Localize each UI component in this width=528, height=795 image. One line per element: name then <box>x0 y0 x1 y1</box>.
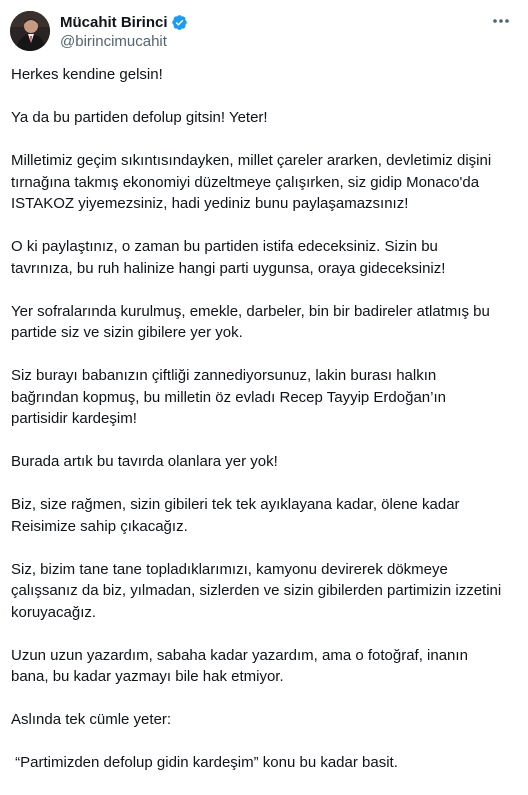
username[interactable]: @birincimucahit <box>60 33 167 50</box>
tweet-text <box>11 64 521 795</box>
tweet-paragraph: Biz, size rağmen, sizin gibileri tek tek ayıklayana kadar, ölene kadar Reisimize sahip çıkacağız. <box>11 496 460 535</box>
tweet-paragraph: Uzun uzun yazardım, sabaha kadar yazardım, ama o fotoğraf, inanın bana, bu kadar yazmayı bile hak etmiyor. <box>11 646 468 685</box>
more-horizontal-icon[interactable] <box>490 13 512 29</box>
tweet-paragraph: Herkes kendine gelsin! <box>11 66 163 83</box>
verified-badge-icon <box>171 14 188 31</box>
display-name: Mücahit Birinci <box>60 13 168 31</box>
tweet-paragraph: Milletimiz geçim sıkıntısındayken, millet çareler ararken, devletimiz dişini tırnağına takmış ekonomiyi düzeltmeye çalışırken, siz gidip Monaco'da ISTAKOZ yiyemezsiniz, hadi yediniz bunu paylaşamazsınız! <box>11 152 492 212</box>
tweet-header <box>10 11 518 53</box>
avatar[interactable] <box>10 11 50 51</box>
tweet-paragraph: “Partimizden defolup gidin kardeşim” konu bu kadar basit. <box>11 754 398 771</box>
tweet-paragraph: O ki paylaştınız, o zaman bu partiden istifa edeceksiniz. Sizin bu tavrınıza, bu ruh halinize hangi parti uygunsa, oraya gideceksiniz! <box>11 238 446 277</box>
tweet-paragraph: Aslında tek cümle yeter: <box>11 711 172 728</box>
tweet-paragraph: Siz burayı babanızın çiftliği zannediyorsunuz, lakin burası halkın bağrından kopmuş, bu milletin öz evladı Recep Tayyip Erdoğan’ın partisidir kardeşim! <box>11 367 446 427</box>
tweet-paragraph: Siz, bizim tane tane topladıklarımızı, kamyonu devirerek dökmeye çalışsanız da biz, yılmadan, sizlerden ve sizin gibilerden partimizin izzetini koruyacağız. <box>11 560 502 621</box>
avatar-portrait-icon <box>10 11 50 51</box>
author-names <box>60 12 188 50</box>
display-name-row[interactable] <box>60 12 188 32</box>
tweet-paragraph: Burada artık bu tavırda olanlara yer yok! <box>11 453 278 470</box>
tweet-paragraph: Ya da bu partiden defolup gitsin! Yeter! <box>11 109 268 126</box>
tweet-paragraph: Yer sofralarında kurulmuş, emekle, darbeler, bin bir badireler atlatmış bu partide siz ve sizin gibilere yer yok. <box>11 302 490 341</box>
